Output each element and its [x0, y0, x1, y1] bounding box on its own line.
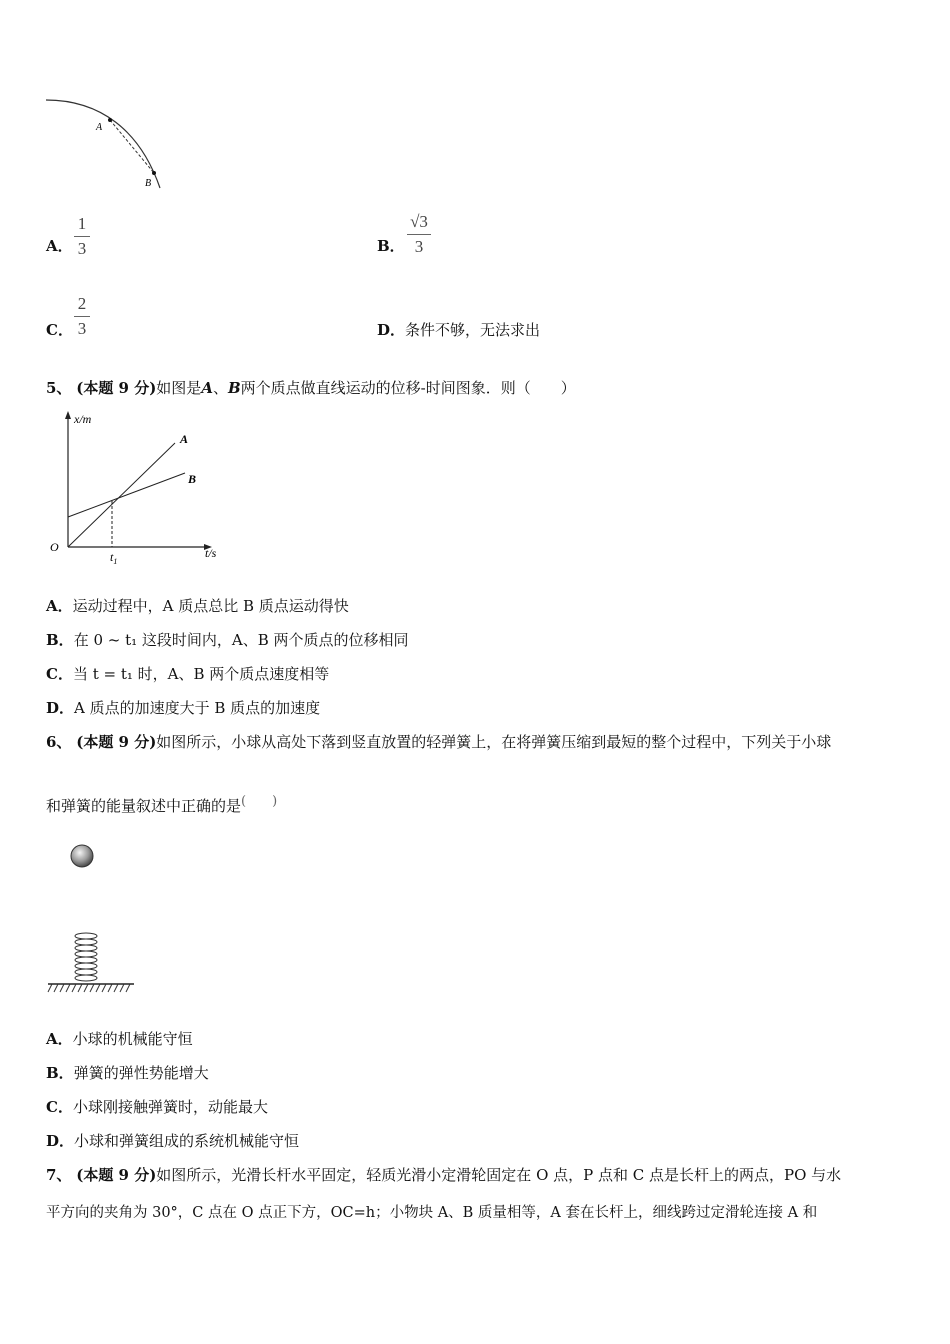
q7-score: (本题 9 分)	[76, 1166, 157, 1184]
q4-option-b-fraction	[407, 212, 431, 257]
q6-option-b-label: B．	[46, 1064, 74, 1082]
q4-option-a-label[interactable]: A．	[46, 237, 73, 255]
q4-label-a: A	[96, 122, 103, 133]
q4-option-c-den: 3	[77, 319, 87, 338]
q6-ground-hatch	[48, 984, 130, 992]
q5-option-d-text: A 质点的加速度大于 B 质点的加速度	[74, 699, 321, 717]
q5-y-arrow	[65, 411, 71, 419]
q7-line2-text: 平方向的夹角为 30°，C 点在 O 点正下方，OC=h；小物块 A、B 质量相等，A 套在长杆上，细线跨过定滑轮连接 A 和	[46, 1205, 818, 1221]
q5-line-b-label: B	[188, 472, 197, 486]
q6-paren: ( )	[241, 794, 278, 809]
q5-stem-text2: 两个质点做直线运动的位移-时间图象．则（ ）	[240, 379, 576, 397]
q4-option-b-num: √3	[410, 212, 428, 231]
q6-score: (本题 9 分)	[76, 733, 157, 751]
q6-ball	[71, 845, 93, 867]
q5-stem-b: B	[227, 379, 241, 397]
q6-option-b[interactable]	[46, 1063, 209, 1083]
q5-number: 5、	[46, 379, 72, 397]
q5-option-b-text: 在 0 ~ t₁ 这段时间内，A、B 两个质点的位移相同	[73, 631, 409, 649]
q4-option-a-fraction	[74, 214, 90, 259]
q4-arc-figure	[40, 90, 180, 195]
q4-option-c-num: 2	[77, 294, 87, 313]
q6-option-a[interactable]	[46, 1029, 193, 1049]
q7-line1-text: 如图所示，光滑长杆水平固定，轻质光滑小定滑轮固定在 O 点，P 点和 C 点是长杆上的两点，PO 与水	[156, 1166, 842, 1184]
q4-arc	[46, 100, 160, 188]
q4-label-b: B	[145, 178, 152, 189]
q6-stem-line2	[46, 796, 277, 818]
q4-point-b	[152, 171, 156, 175]
q6-option-c-label: C．	[46, 1098, 73, 1116]
q5-t1-label: $t_1$	[110, 550, 118, 566]
q4-option-b-label[interactable]: B．	[377, 237, 405, 255]
q5-xt-graph	[40, 405, 240, 575]
q6-option-a-text: 小球的机械能守恒	[72, 1030, 193, 1048]
q5-option-d-label: D．	[46, 699, 75, 717]
q6-option-d[interactable]	[46, 1131, 299, 1151]
q4-chord	[110, 120, 154, 173]
q5-option-b-label: B．	[46, 631, 74, 649]
q6-stem-text1: 如图所示，小球从高处下落到竖直放置的轻弹簧上，在将弹簧压缩到最短的整个过程中，下列关于小球	[156, 733, 832, 751]
q4-option-d[interactable]	[377, 320, 540, 340]
q5-stem-text: 如图是	[156, 379, 202, 397]
q7-number: 7、	[46, 1166, 72, 1184]
q6-option-a-label: A．	[46, 1030, 73, 1048]
q5-x-axis-label: t/s	[205, 546, 217, 560]
q6-stem-text2: 和弹簧的能量叙述中正确的是	[46, 797, 242, 815]
q5-option-c-text: 当 t = t₁ 时，A、B 两个质点速度相等	[72, 665, 330, 683]
q7-stem-line1	[46, 1165, 841, 1185]
q6-number: 6、	[46, 733, 72, 751]
q5-line-a-label: A	[180, 432, 189, 446]
q5-line-b	[68, 473, 185, 517]
q5-stem-sep: 、	[212, 379, 228, 397]
q5-option-b[interactable]	[46, 630, 409, 650]
q6-spring	[75, 933, 97, 981]
q5-option-a[interactable]	[46, 596, 349, 616]
q4-option-a-num: 1	[77, 214, 87, 233]
q4-option-c-label[interactable]: C．	[46, 321, 73, 339]
q5-y-axis-label: x/m	[74, 412, 92, 426]
q5-option-c-label: C．	[46, 665, 73, 683]
q5-option-a-label: A．	[46, 597, 73, 615]
q4-option-d-text: 条件不够，无法求出	[405, 321, 541, 339]
q4-option-d-label: D．	[377, 321, 406, 339]
q5-option-c[interactable]	[46, 664, 329, 684]
q6-ball-spring-figure	[44, 838, 144, 998]
q6-option-d-label: D．	[46, 1132, 75, 1150]
q6-option-c[interactable]	[46, 1097, 268, 1117]
q4-option-c-fraction	[74, 294, 90, 339]
q5-score: (本题 9 分)	[76, 379, 157, 397]
q4-option-a-den: 3	[77, 239, 87, 258]
q5-line-a	[68, 443, 175, 547]
q6-option-b-text: 弹簧的弹性势能增大	[73, 1064, 209, 1082]
q5-option-d[interactable]	[46, 698, 320, 718]
q5-stem	[46, 378, 576, 398]
q6-option-d-text: 小球和弹簧组成的系统机械能守恒	[74, 1132, 300, 1150]
q5-t1-sub: 1	[113, 557, 118, 566]
q6-stem-line1	[46, 732, 831, 752]
q5-stem-a: A	[201, 379, 213, 397]
q6-option-c-text: 小球刚接触弹簧时，动能最大	[72, 1098, 268, 1116]
q5-option-a-text: 运动过程中，A 质点总比 B 质点运动得快	[72, 597, 349, 615]
q4-point-a	[108, 118, 112, 122]
q7-stem-line2	[46, 1203, 817, 1223]
q5-origin-label: O	[50, 540, 59, 554]
q4-option-b-den: 3	[414, 237, 424, 256]
